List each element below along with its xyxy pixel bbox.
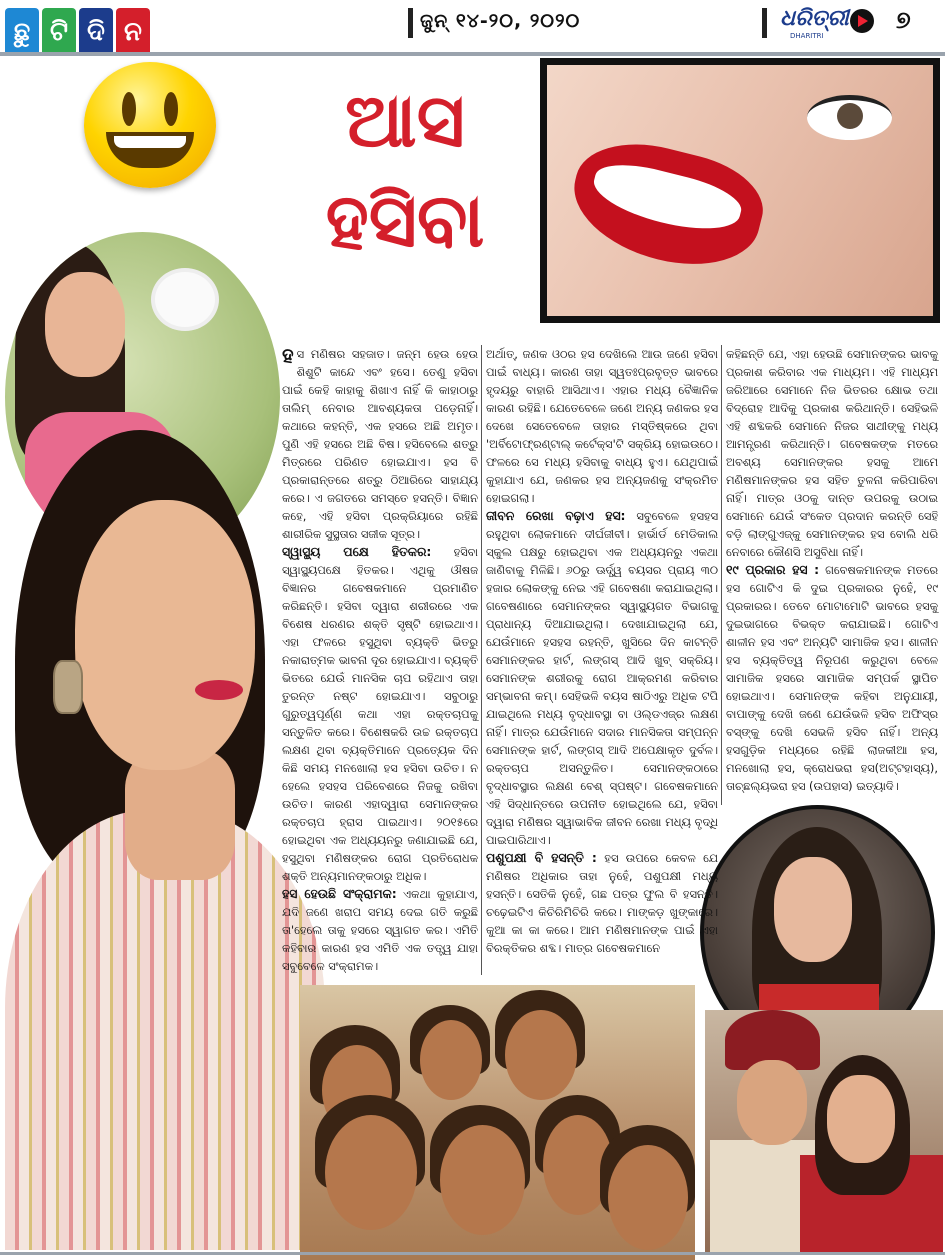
section-logo-letter-4: ନ bbox=[116, 8, 150, 56]
subheading-contagious: ହସ ହେଉଛି ସଂକ୍ରାମକ: bbox=[282, 886, 397, 901]
header-rule bbox=[0, 52, 945, 56]
article-column-3 bbox=[726, 345, 938, 795]
headline-line-2: ହସିବା bbox=[325, 178, 485, 264]
header-divider bbox=[762, 8, 767, 38]
column-divider bbox=[721, 345, 722, 805]
smiling-lips-photo bbox=[540, 58, 940, 323]
subheading-lifeline: ଜୀବନ ରେଖା ବଢ଼ାଏ ହସ: bbox=[486, 508, 626, 523]
article-column-1 bbox=[282, 345, 478, 975]
article-paragraph: ହସିବା ସ୍ୱାସ୍ଥ୍ୟପକ୍ଷେ ହିତକର। ଏଥିକୁ ଔଷଜ ବିଜ୍ଞାନର ଗବେଷକମାନେ ପ୍ରମାଣିତ କରିଛନ୍ତି। ହସିବା ଦ୍ୱାରା ଶରୀରରେ ଏକ ବିଶେଷ ଧରଣର ଶକ୍ତି ସୃଷ୍ଟି ହୋଇଥାଏ। ଏହା ଫଳରେ ହସୁଥିବା ବ୍ୟକ୍ତି ଭିତରୁ ନକାରାତ୍ମକ ଭାବନା ଦୂର ହୋଇଯାଏ। ବ୍ୟକ୍ତି ଭିତରେ ଯେଉଁ ମାନସିକ ଚାପ ରହିଥାଏ ତାହା ତୁରନ୍ତ ନଷ୍ଟ ହୋଇଯାଏ। ସବୁଠାରୁ ଗୁରୁତ୍ୱପୂର୍ଣ୍ଣ କଥା ଏହା ରକ୍ତଚାପକୁ ସନ୍ତୁଳିତ କରେ। ବିଶେଷକରି ଉଚ୍ଚ ରକ୍ତଚାପ ଲକ୍ଷଣ ଥିବା ବ୍ୟକ୍ତିମାନେ ପ୍ରତ୍ୟେକ ଦିନ କିଛି ସମୟ ମନଖୋଲା ହସ ହସିବା ଉଚିତ। ନ ହେଲେ ହସହସ ପରିବେଶରେ ନିଜକୁ ରଖିବା ଉଚିତ। କାରଣ ଏହାଦ୍ୱାରା ସେମାନଙ୍କର ରକ୍ତଚାପ ହ୍ରାସ ପାଇଥାଏ। ୨୦୧୫ରେ ହୋଇଥିବା ଏକ ଅଧ୍ୟୟନରୁ ଜଣାଯାଇଛି ଯେ, ହସୁଥିବା ମଣିଷଙ୍କର ରୋଗ ପ୍ରତିରୋଧକ ଶକ୍ତି ଅନ୍ୟମାନଙ୍କଠାରୁ ଅଧିକ। bbox=[282, 545, 478, 883]
article-paragraph: ଅର୍ଥାତ୍, ଜଣକ ଓଠର ହସ ଦେଖିଲେ ଆଉ ଜଣେ ହସିବା ପାଇଁ ବାଧ୍ୟ। କାରଣ ତାହା ସ୍ୱତଃପ୍ରବୃତ୍ତ ଭାବରେ ହୃଦୟରୁ ବାହାରି ଆସିଥାଏ। ଏହାର ମଧ୍ୟ ବୈଜ୍ଞାନିକ କାରଣ ରହିଛି। ଯେତେବେଳେ ଜଣେ ଅନ୍ୟ ଜଣକର ହସ ଦେଖେ ସେତେବେଳେ ତାହାର ମସ୍ତିଷ୍କରେ ଥିବା 'ଅର୍ବିଟୋଫ୍ରଣ୍ଟାଲ୍ କର୍ଟେକ୍ସ'ଟି ସକ୍ରିୟ ହୋଇଉଠେ। ଫଳରେ ସେ ମଧ୍ୟ ହସିବାକୁ ବାଧ୍ୟ ହୁଏ। ଯେଥିପାଇଁ କୁହାଯାଏ ଯେ, ଜଣକର ହସ ଅନ୍ୟଜଣକୁ ସଂକ୍ରମିତ ହୋଇଗଲା। bbox=[486, 347, 718, 505]
section-logo-letter-2: ଟି bbox=[42, 8, 76, 56]
subheading-animals-laugh: ପଶୁପକ୍ଷୀ ବି ହସନ୍ତି : bbox=[486, 850, 597, 865]
page-number: ୭ bbox=[896, 6, 911, 34]
article-paragraph: ଏକଥା କୁହାଯାଏ, ଯଦି ଜଣେ ଖରାପ ସମୟ ଦେଇ ଗତି କରୁଛି ତା'ହେଲେ ତାକୁ ହସରେ ସ୍ୱାଗତ କର। ଏମିତି କହିବାର କାରଣ ହସ ଏମିତି ଏକ ତତ୍ତ୍ୱ ଯାହା ସବୁବେଳେ ସଂକ୍ରାମକ। bbox=[282, 887, 478, 973]
article-paragraph: ସ ମଣିଷର ସହଜାତ। ଜନ୍ମ ହେଉ ହେଉ ଶିଶୁଟି କାନ୍ଦେ ଏବଂ ହସେ। ତେଣୁ ହସିବା ପାଇଁ କେହି କାହାକୁ ଶିଖାଏ ନାହିଁ କି କାହାଠାରୁ ତାଲିମ୍ ନେବାର ଆବଶ୍ୟକତା ପଡ଼େନାହିଁ। କଥାରେ କହନ୍ତି, ଏକ ହସରେ ଅଛି ଅମୃତ। ପୁଣି ଏହି ହସରେ ଅଛି ବିଷ। ହସିବେଲେ ଶତ୍ରୁ ମିତ୍ରରେ ପରିଣତ ହୋଇଯାଏ। ହସ ବି ପ୍ରକାରାନ୍ତରେ ଶତ୍ରୁ ଠିଆରିରେ ସାହାଯ୍ୟ କରେ। ଏ ଜଗତରେ ସମସ୍ତେ ହସନ୍ତି। ବିଜ୍ଞାନ କହେ, ଏହି ହସିବା ପ୍ରକ୍ରିୟାରେ ରହିଛି ଶାରୀରିକ ସୁସ୍ଥତାର ସଜୀକ ସୂତ୍ର। bbox=[282, 347, 478, 541]
section-logo-letter-1: ଛୁ bbox=[5, 8, 39, 56]
issue-date: ଜୁନ୍ ୧୪-୨୦, ୨୦୨୦ bbox=[420, 10, 581, 32]
article-paragraph: ହସ ଉପରେ କେବଳ ଯେ ମଣିଷର ଅଧିକାର ତାହା ନୁହେଁ, ପଶୁପକ୍ଷୀ ମଧ୍ୟ ହସନ୍ତି। ସେତିକି ନୁହେଁ, ଗଛ ପତ୍ର ଫୁଲ ବି ହସନ୍ତି। ଚଢ଼େଇଟିଏ କିଚିରିମିଚିରି କରେ। ମାଙ୍କଡ଼ ଖୁଙ୍କାରେ। କୁଆ କା କା କରେ। ଆମ ମଣିଷମାନଙ୍କ ପାଇଁ ଏହା ବିରକ୍ତିକର ଶବ୍ଦ। ମାତ୍ର ଗବେଷକମାନେ bbox=[486, 851, 718, 955]
article-paragraph: କହିଛନ୍ତି ଯେ, ଏହା ହେଉଛି ସେମାନଙ୍କର ଭାବକୁ ପ୍ରକାଶ କରିବାର ଏକ ମାଧ୍ୟମ। ଏହି ମାଧ୍ୟମ ଜରିଆରେ ସେମାନେ ନିଜ ଭିତରର କ୍ଷୋଭ ତଥା ବିଦ୍ରୋହ ଆଦିକୁ ପ୍ରକାଶ କରିଥାନ୍ତି। ସେହିଭଳି ଏହି ଶବ୍ଦକରି ସେମାନେ ନିଜର ସାଥୀଙ୍କୁ ମଧ୍ୟ ଆମନ୍ତ୍ରଣ କରିଥାନ୍ତି। ଗବେଷକଙ୍କ ମତରେ ଅବଶ୍ୟ ସେମାନଙ୍କର ହସକୁ ଆମେ ମଣିଷମାନଙ୍କର ହସ ସହିତ ତୁଳନା କରିପାରିବା ନାହିଁ। ମାତ୍ର ଓଠକୁ ଦାନ୍ତ ଉପରକୁ ଉଠାଇ ସେମାନେ ଯେଉଁ ସଂକେତ ପ୍ରଦାନ କରନ୍ତି ସେହି ବଡ଼ି ଲାଙ୍ଗୁଏଜ୍‌କୁ ସେମାନଙ୍କର ହସ ବୋଲି ଧରି ନେବାରେ କୌଣସି ଅସୁବିଧା ନାହିଁ। bbox=[726, 347, 938, 559]
article-paragraph: ଗବେଷକମାନଙ୍କ ମତରେ ହସ ଗୋଟିଏ କି ଦୁଇ ପ୍ରକାରର ନୁହେଁ, ୧୯ ପ୍ରକାରର। ତେବେ ମୋଟାମୋଟି ଭାବରେ ହସକୁ ଦୁଇଭାଗରେ ବିଭକ୍ତ କରାଯାଇଛି। ଗୋଟିଏ ଶାଳୀନ ହସ ଏବଂ ଅନ୍ୟଟି ସାମାଜିକ ହସ। ଶାଳୀନ ହସ ବ୍ୟକ୍ତିତ୍ୱ ନିରୂପଣ କରୁଥିବା ବେଳେ ସାମାଜିକ ହସରେ ସାମାଜିକ ସମ୍ପର୍କ ସ୍ଥାପିତ ହୋଇଥାଏ। ସେମାନଙ୍କ କହିବା ଅନୁଯାୟୀ, ବାପାଙ୍କୁ ଦେଖି ଜଣେ ଯେଉଁଭଳି ହସିବ ଅଫିସ୍‌ର ବସ୍‌ଙ୍କୁ ଦେଖି ସେଭଳି ହସିବ ନାହିଁ। ଅନ୍ୟ ହସଗୁଡ଼ିକ ମଧ୍ୟରେ ରହିଛି ଲାଜକୀଆ ହସ, ମନଖୋଲା ହସ, କ୍ରୋଧଭରା ହସ(ଅଟ୍ଟହାସ୍ୟ), ତାଚ୍ଛଲ୍ୟଭରା ହସ (ଉପହାସ) ଇତ୍ୟାଦି। bbox=[726, 563, 938, 793]
wedding-couple-photo bbox=[705, 1010, 943, 1255]
article-column-2 bbox=[486, 345, 718, 957]
smiling-children-photo bbox=[300, 985, 695, 1260]
brand-logo: ଧରିତ୍ରୀ bbox=[780, 6, 849, 31]
section-logo-letter-3: ଦି bbox=[79, 8, 113, 56]
article-paragraph: ସବୁବେଳେ ହସହସ ରହୁଥିବା ଲୋକମାନେ ଦୀର୍ଘଜୀବୀ। ହାର୍ଭାର୍ଡ ମେଡିକାଲ ସ୍କୁଲ ପକ୍ଷରୁ ହୋଇଥିବା ଏକ ଅଧ୍ୟୟନରୁ ଏକଥା ଜାଣିବାକୁ ମିଳିଛି। ୬୦ରୁ ଊର୍ଦ୍ଧ୍ୱ ବୟସର ପ୍ରାୟ ୩୦ ହଜାର ଲୋକଙ୍କୁ ନେଇ ଏହି ଗବେଷଣା କରାଯାଇଥିଲା। ଗବେଷଣାରେ ସେମାନଙ୍କର ସ୍ୱାସ୍ଥ୍ୟଗତ ବିଭାଗକୁ ପ୍ରାଧାନ୍ୟ ଦିଆଯାଇଥିଲା। ଦେଖାଯାଇଥିଲା ଯେ, ଯେଉଁମାନେ ହସହସ ରହନ୍ତି, ଖୁସିରେ ଦିନ କାଟନ୍ତି ସେମାନଙ୍କର ହାର୍ଟ, ଲଙ୍ଗସ୍ ଆଦି ଖୁବ୍ ସକ୍ରିୟ। ସେମାନଙ୍କ ଶରୀରକୁ ରୋଗ ଆକ୍ରମଣ କରିବାର ସମ୍ଭାବନା କମ୍। ସେହିଭଳି ବୟସ ଷାଠିଏରୁ ଅଧିକ ଟପି ଯାଇଥିଲେ ମଧ୍ୟ ବୃଦ୍ଧାବସ୍ଥା ବା ଓଲ୍ଡଏଜ୍‌ର ଲକ୍ଷଣ ନାହିଁ। ମାତ୍ର ଯେଉଁମାନେ ସଦାର ମାନସିକତା ସମ୍ପନ୍ନ ସେମାନଙ୍କ ହାର୍ଟ, ଲଙ୍ଗସ୍ ଆଦି ଅପେକ୍ଷାକୃତ ଦୁର୍ବଳ। ରକ୍ତଚାପ ଅସନ୍ତୁଳିତ। ସେମାନଙ୍କଠାରେ ବୃଦ୍ଧାବସ୍ଥାର ଲକ୍ଷଣ ବେଶ୍ ସ୍ପଷ୍ଟ। ଗବେଷକମାନେ ଏହି ସିଦ୍ଧାନ୍ତରେ ଉପନୀତ ହୋଇଥିଲେ ଯେ, ହସିବା ଦ୍ୱାରା ମଣିଷର ସ୍ୱାଭାବିକ ଜୀବନ ରେଖା ମଧ୍ୟ ବୃଦ୍ଧି ପାଇପାରିଥାଏ। bbox=[486, 509, 719, 847]
brand-subtitle: DHARITRI bbox=[790, 32, 824, 40]
header-divider bbox=[408, 8, 413, 38]
smiley-face-icon bbox=[84, 62, 216, 188]
drop-cap: ହ bbox=[282, 343, 294, 367]
footer-rule bbox=[0, 1252, 945, 1255]
subheading-health-benefit: ସ୍ୱାସ୍ଥ୍ୟ ପକ୍ଷେ ହିତକର: bbox=[282, 544, 432, 559]
play-icon[interactable] bbox=[850, 9, 874, 33]
headline-line-1: ଆସ bbox=[345, 78, 465, 164]
subheading-19-types: ୧୯ ପ୍ରକାର ହସ : bbox=[726, 562, 820, 577]
column-divider bbox=[481, 345, 482, 975]
